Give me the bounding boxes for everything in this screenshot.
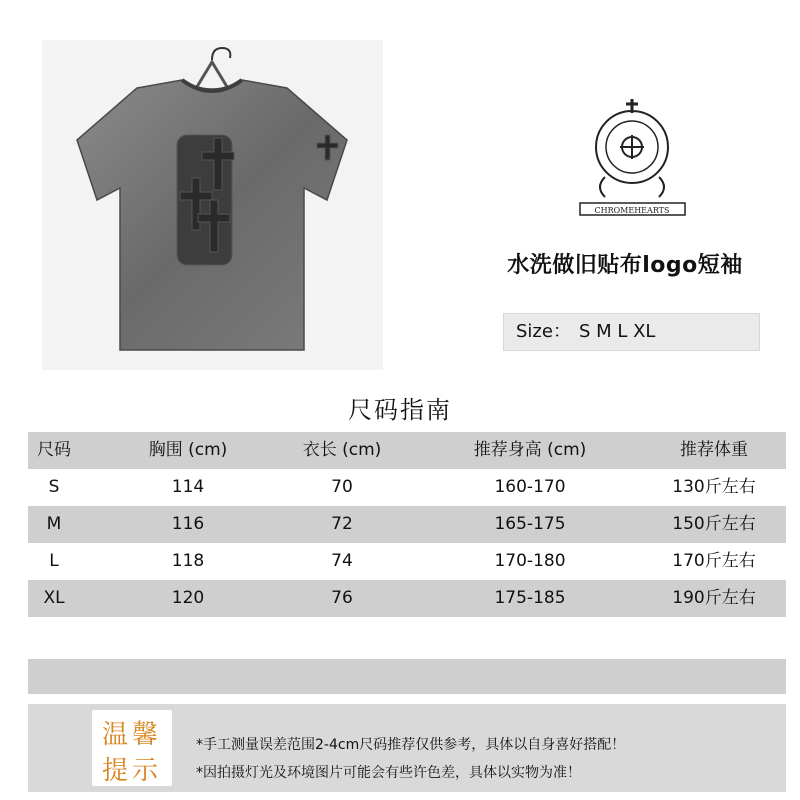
header-cell: 胸围 (cm) <box>148 440 228 460</box>
header-cell: 推荐身高 (cm) <box>473 440 587 460</box>
table-cell: 150斤左右 <box>672 514 756 534</box>
table-cell: 170斤左右 <box>672 551 756 571</box>
table-header-row <box>28 432 786 469</box>
table-cell: 175-185 <box>494 588 566 608</box>
header-cell: 衣长 (cm) <box>302 440 382 460</box>
size-guide-title: 尺码指南 <box>348 396 452 424</box>
notice-panel <box>28 704 786 792</box>
notice-label <box>92 710 172 786</box>
brand-logo <box>570 95 695 220</box>
size-table <box>28 432 786 617</box>
notice-text-1: *手工测量误差范围2-4cm尺码推荐仅供参考，具体以自身喜好搭配！ <box>196 737 626 753</box>
notice-label-line2: 提示 <box>101 756 162 786</box>
size-options <box>503 313 760 351</box>
table-cell: 118 <box>171 551 205 571</box>
size-values: S M L XL <box>578 321 656 342</box>
notice-text-2: *因拍摄灯光及环境图片可能会有些许色差，具体以实物为准！ <box>196 765 581 781</box>
table-cell: 190斤左右 <box>672 588 756 608</box>
table-row <box>28 469 786 506</box>
table-cell: 170-180 <box>494 551 566 571</box>
table-cell: XL <box>43 588 65 608</box>
divider-bar <box>28 659 786 694</box>
logo-text: CHROMEHEARTS <box>594 206 670 215</box>
product-image <box>42 40 383 370</box>
table-cell: 120 <box>171 588 205 608</box>
table-cell: 165-175 <box>494 514 566 534</box>
table-cell: 74 <box>331 551 353 571</box>
header-cell: 尺码 <box>37 440 71 460</box>
size-label: Size： <box>516 321 571 342</box>
table-cell: 114 <box>171 477 205 497</box>
table-cell: 130斤左右 <box>672 477 756 497</box>
table-cell: 160-170 <box>494 477 566 497</box>
table-cell: 70 <box>331 477 353 497</box>
header-cell: 推荐体重 <box>680 440 748 460</box>
table-cell: S <box>48 477 60 497</box>
table-cell: 76 <box>331 588 353 608</box>
table-cell: 116 <box>171 514 205 534</box>
table-cell: M <box>46 514 62 534</box>
table-row <box>28 580 786 617</box>
notice-label-line1: 温馨 <box>101 720 162 750</box>
table-row <box>28 506 786 543</box>
table-cell: 72 <box>331 514 353 534</box>
product-title: 水洗做旧贴布logo短袖 <box>507 253 743 278</box>
tshirt-image <box>77 80 347 350</box>
table-row <box>28 543 786 580</box>
table-cell: L <box>49 551 59 571</box>
